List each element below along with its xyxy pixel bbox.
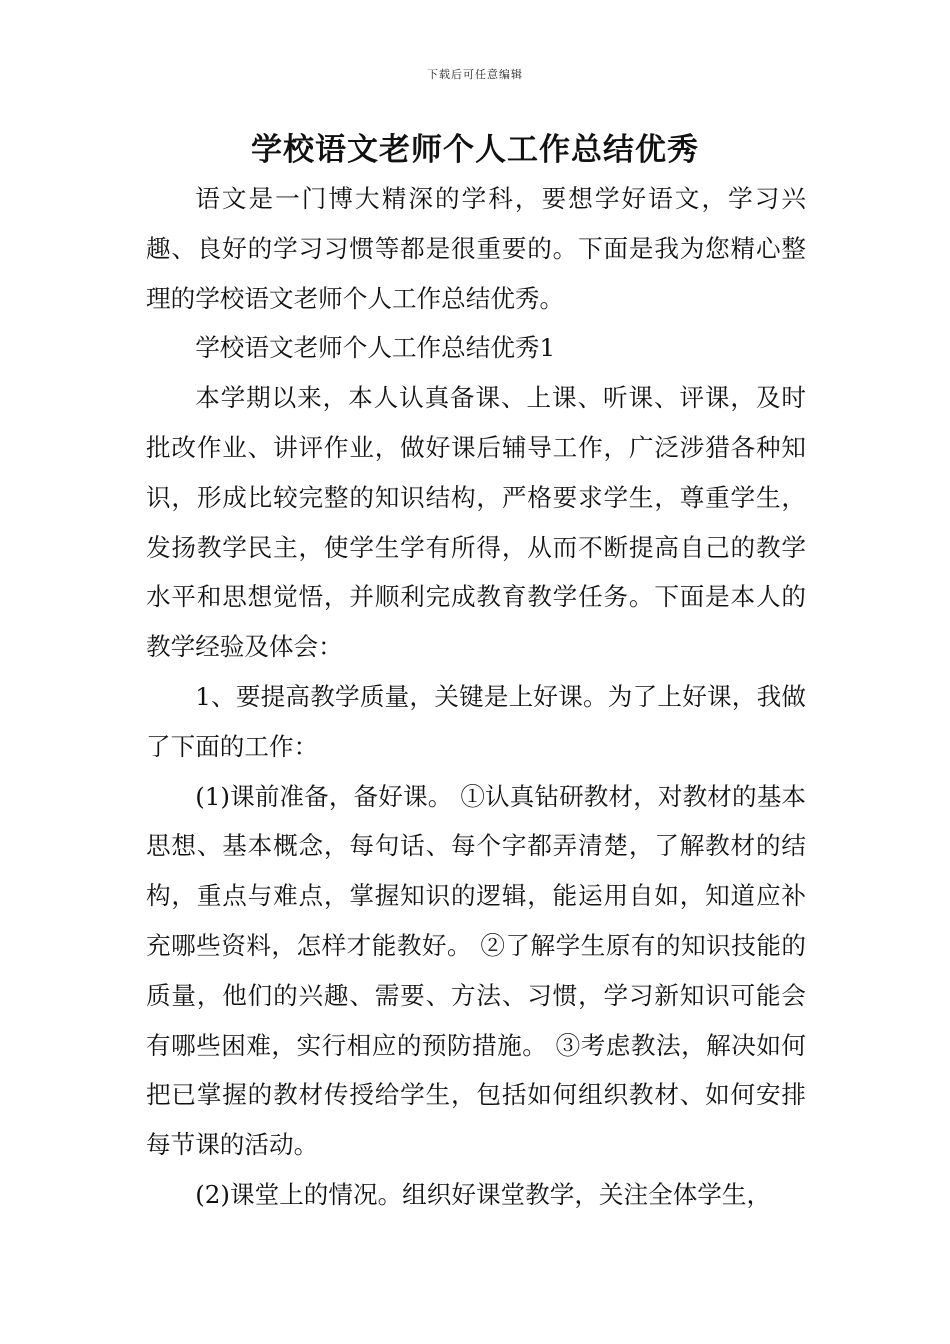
paragraph-overview: 本学期以来，本人认真备课、上课、听课、评课，及时批改作业、讲评作业，做好课后辅导工作，广泛涉猎各种知识，形成比较完整的知识结构，严格要求学生，尊重学生，发扬教学民主，使学生学有所得，从而不断提高自己的教学水平和思想觉悟，并顺利完成教育教学任务。下面是本人的教学经验及体会： bbox=[146, 383, 806, 662]
paragraph-section-heading: 学校语文老师个人工作总结优秀1 bbox=[195, 333, 556, 363]
header-note: 下载后可任意编辑 bbox=[427, 68, 523, 81]
paragraph-intro: 语文是一门博大精深的学科，要想学好语文，学习兴趣、良好的学习习惯等都是很重要的。下面是我为您精心整理的学校语文老师个人工作总结优秀。 bbox=[146, 184, 806, 313]
document-title: 学校语文老师个人工作总结优秀 bbox=[251, 132, 699, 168]
paragraph-classroom: (2)课堂上的情况。组织好课堂教学，关注全体学生， bbox=[195, 1179, 772, 1209]
paragraph-lesson-prep: (1)课前准备，备好课。 ①认真钻研教材，对教材的基本思想、基本概念，每句话、每个字都弄清楚，了解教材的结构，重点与难点，掌握知识的逻辑，能运用自如，知道应补充哪些资料，怎样才能教好。 ②了解学生原有的知识技能的质量，他们的兴趣、需要、方法、习惯，学习新知识可能会有哪些困难，实行相应的预防措施。 ③考虑教法，解决如何把已掌握的教材传授给学生，包括如何组织教材、如何安排每节课的活动。 bbox=[146, 781, 806, 1160]
paragraph-point-1: 1、要提高教学质量，关键是上好课。为了上好课，我做了下面的工作： bbox=[146, 681, 806, 761]
document-body bbox=[146, 174, 806, 1220]
